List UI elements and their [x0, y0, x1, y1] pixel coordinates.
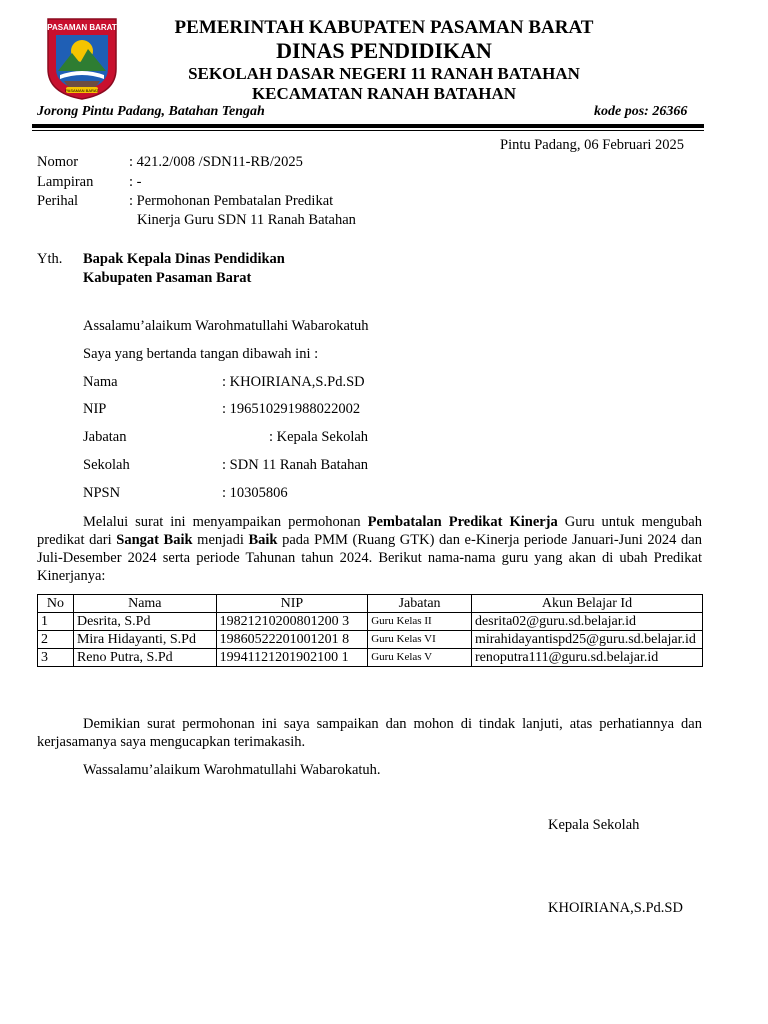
body-paragraph [37, 513, 702, 585]
logo-text: PASAMAN BARAT [47, 23, 117, 32]
letterhead-agency: DINAS PENDIDIKAN [276, 38, 492, 63]
cell-nip: 19860522201001201 8 [216, 631, 368, 649]
jabatan-value: : Kepala Sekolah [269, 429, 369, 445]
body-text-g: pada PMM (Ruang GTK) dan e-Kinerja periode Januari-Juni 2024 dan Juli-Desember 2024 serta periode Tahunan tahun 2024. Berikut nama-nama guru yang akan di ubah Predikat Kinerjanya: [37, 532, 702, 584]
yth-label: Yth. [37, 251, 63, 267]
cell-no: 2 [38, 631, 74, 649]
nomor-label: Nomor [37, 154, 79, 170]
lampiran-value: : - [129, 174, 142, 190]
letterhead-school: SEKOLAH DASAR NEGERI 11 RANAH BATAHAN [188, 64, 580, 83]
cell-nip: 19821210200801200 3 [216, 613, 368, 631]
nomor-value: : 421.2/008 /SDN11-RB/2025 [129, 154, 303, 170]
closing-text: Demikian surat permohonan ini saya sampaikan dan mohon di tindak lanjuti, atas perhatiannya dan kerjasamanya saya mengucapkan terimakasih. [37, 716, 702, 750]
sekolah-label: Sekolah [83, 457, 130, 473]
addressee-line1: Bapak Kepala Dinas Pendidikan [83, 251, 285, 267]
header-akun: Akun Belajar Id [471, 595, 702, 613]
cell-akun: mirahidayantispd25@guru.sd.belajar.id [471, 631, 702, 649]
teacher-table [37, 594, 703, 667]
body-emphasis-request: Pembatalan Predikat Kinerja [367, 514, 558, 530]
regency-logo [44, 15, 120, 101]
body-emphasis-from: Sangat Baik [116, 532, 193, 548]
intro-line: Saya yang bertanda tangan dibawah ini : [83, 346, 319, 362]
cell-jabatan: Guru Kelas II [368, 613, 472, 631]
nama-value: : KHOIRIANA,S.Pd.SD [222, 374, 365, 390]
body-text-c: Guru untuk mengubah predikat dari [37, 514, 702, 548]
signature-title: Kepala Sekolah [548, 817, 640, 833]
perihal-value: : Permohonan Pembatalan Predikat [129, 193, 334, 209]
cell-akun: renoputra111@guru.sd.belajar.id [471, 649, 702, 667]
nama-label: Nama [83, 374, 118, 390]
header-nip: NIP [216, 595, 368, 613]
table-header-row [38, 595, 703, 613]
table-row [38, 613, 703, 631]
cell-akun: desrita02@guru.sd.belajar.id [471, 613, 702, 631]
letterhead-divider-thick [32, 124, 704, 128]
cell-nama: Desrita, S.Pd [73, 613, 216, 631]
header-jabatan: Jabatan [368, 595, 472, 613]
opening-greeting: Assalamu’alaikum Warohmatullahi Wabarokatuh [83, 318, 369, 334]
closing-paragraph [37, 715, 702, 751]
letter-date: Pintu Padang, 06 Februari 2025 [500, 137, 685, 153]
closing-greeting: Wassalamu’alaikum Warohmatullahi Wabarokatuh. [83, 762, 381, 778]
table-row [38, 649, 703, 667]
letterhead-government: PEMERINTAH KABUPATEN PASAMAN BARAT [174, 17, 594, 38]
npsn-label: NPSN [83, 485, 121, 501]
npsn-value: : 10305806 [222, 485, 288, 501]
letterhead-address: Jorong Pintu Padang, Batahan Tengah [37, 104, 265, 119]
perihal-value-cont: Kinerja Guru SDN 11 Ranah Batahan [137, 212, 356, 228]
cell-jabatan: Guru Kelas V [368, 649, 472, 667]
logo-banner: PASAMAN BARAT [65, 88, 99, 93]
cell-nama: Reno Putra, S.Pd [73, 649, 216, 667]
nip-value: : 196510291988022002 [222, 401, 361, 417]
letterhead-divider-thin [32, 130, 704, 131]
letterhead-district: KECAMATAN RANAH BATAHAN [251, 84, 517, 103]
signature-name: KHOIRIANA,S.Pd.SD [548, 900, 683, 916]
cell-nip: 19941121201902100 1 [216, 649, 368, 667]
perihal-label: Perihal [37, 193, 79, 209]
header-nama: Nama [73, 595, 216, 613]
jabatan-label: Jabatan [83, 429, 127, 445]
body-emphasis-to: Baik [248, 532, 278, 548]
header-no: No [38, 595, 74, 613]
letterhead-postal-code: kode pos: 26366 [594, 104, 688, 119]
table-row [38, 631, 703, 649]
cell-no: 1 [38, 613, 74, 631]
lampiran-label: Lampiran [37, 174, 94, 190]
body-text-a: Melalui surat ini menyampaikan permohonan [83, 514, 368, 530]
cell-nama: Mira Hidayanti, S.Pd [73, 631, 216, 649]
cell-jabatan: Guru Kelas VI [368, 631, 472, 649]
cell-no: 3 [38, 649, 74, 667]
nip-label: NIP [83, 401, 107, 417]
body-text-e: menjadi [192, 532, 249, 548]
sekolah-value: : SDN 11 Ranah Batahan [222, 457, 369, 473]
addressee-line2: Kabupaten Pasaman Barat [83, 270, 252, 286]
